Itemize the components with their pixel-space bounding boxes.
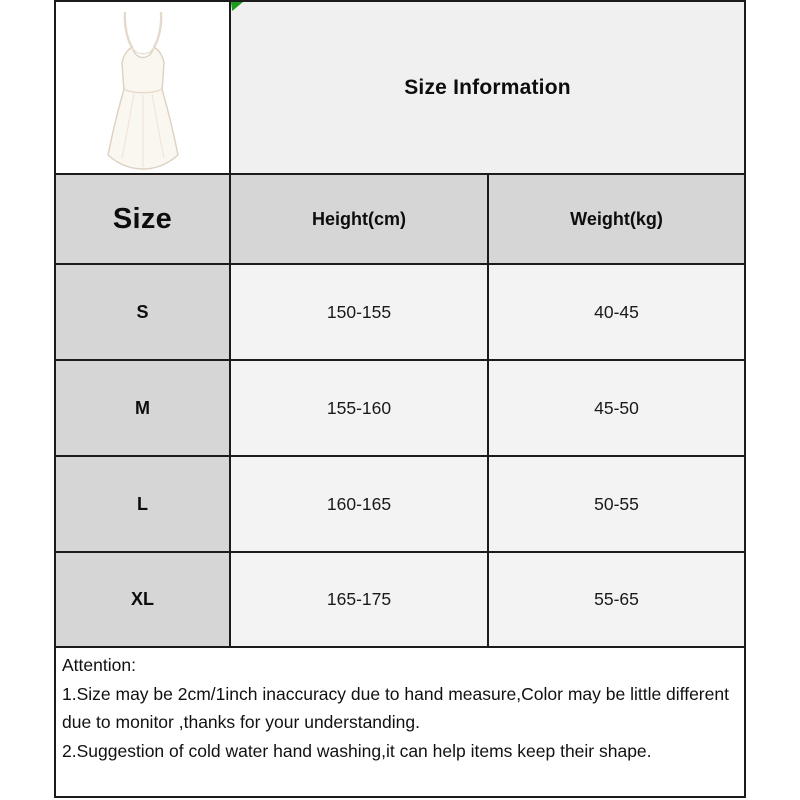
- page-title: Size Information: [404, 75, 571, 99]
- table-row-s: [56, 265, 744, 361]
- attention-note-1: 1.Size may be 2cm/1inch inaccuracy due to hand measure,Color may be little different due to monitor ,thanks for your understanding.: [62, 683, 729, 732]
- table-header-row: [56, 175, 744, 265]
- dress-image: [68, 5, 218, 170]
- height-value: 150-155: [231, 265, 489, 359]
- product-image-cell: [56, 2, 231, 173]
- column-header-size: Size: [56, 175, 231, 263]
- column-header-weight: Weight(kg): [489, 175, 744, 263]
- green-corner-marker-icon: [231, 2, 243, 11]
- size-label: M: [56, 361, 231, 455]
- weight-value: 40-45: [489, 265, 744, 359]
- height-value: 165-175: [231, 553, 489, 646]
- table-row-m: [56, 361, 744, 457]
- column-header-height: Height(cm): [231, 175, 489, 263]
- weight-value: 55-65: [489, 553, 744, 646]
- table-row-l: [56, 457, 744, 553]
- size-label: L: [56, 457, 231, 551]
- attention-heading: Attention:: [62, 655, 136, 675]
- height-value: 155-160: [231, 361, 489, 455]
- size-information-header-cell: [231, 2, 744, 173]
- attention-note-2: 2.Suggestion of cold water hand washing,it can help items keep their shape.: [62, 740, 652, 761]
- top-row: [56, 2, 744, 175]
- height-value: 160-165: [231, 457, 489, 551]
- table-row-xl: [56, 553, 744, 648]
- size-label: XL: [56, 553, 231, 646]
- size-chart-sheet: [54, 0, 746, 798]
- weight-value: 45-50: [489, 361, 744, 455]
- weight-value: 50-55: [489, 457, 744, 551]
- size-label: S: [56, 265, 231, 359]
- attention-box: [56, 648, 744, 796]
